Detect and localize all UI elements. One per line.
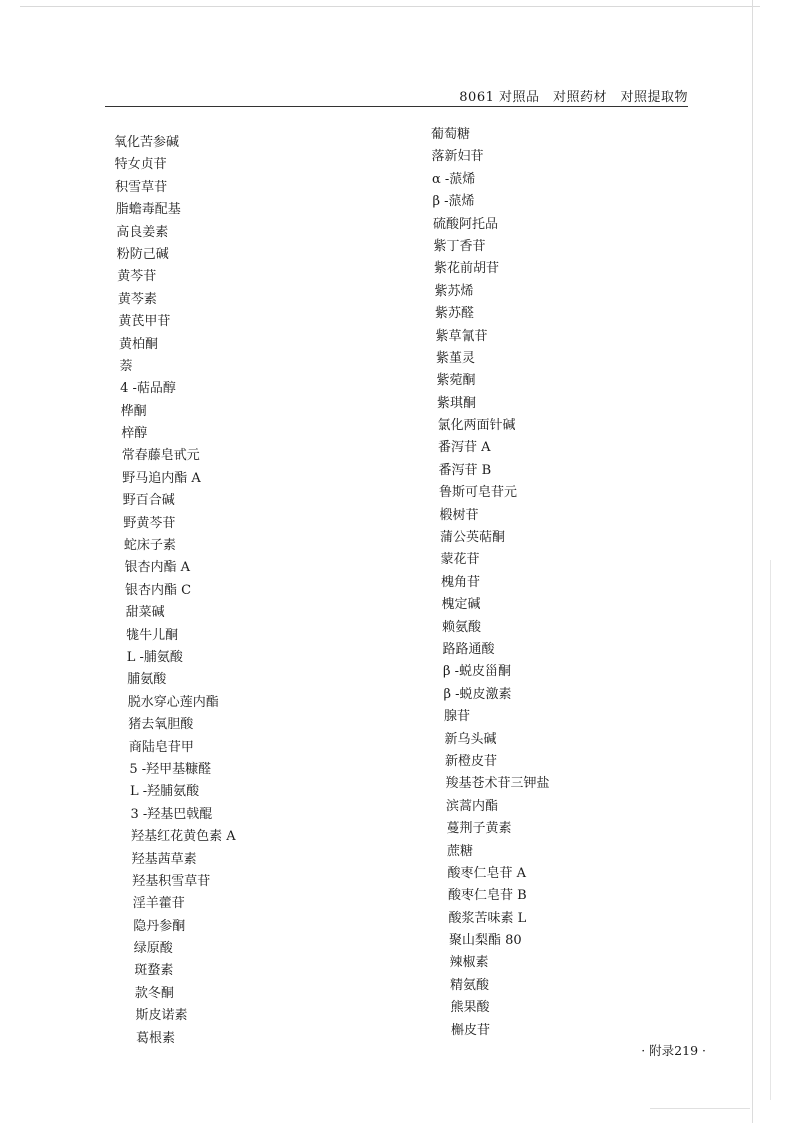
compound-entry: 斑蝥素 [134, 963, 174, 979]
compound-entry: 萘 [119, 358, 133, 374]
compound-entry: 羟基积雪草苷 [132, 873, 211, 889]
compound-entry: 酸枣仁皂苷 B [448, 888, 527, 904]
compound-entry: 脯氨酸 [127, 672, 167, 688]
compound-entry: 蔓荆子黄素 [446, 821, 512, 837]
compound-entry: 椴树苷 [439, 507, 479, 523]
compound-entry: 蔗糖 [447, 843, 474, 859]
compound-entry: 羧基苍术苷三钾盐 [445, 776, 550, 792]
compound-entry: 粉防己碱 [116, 246, 169, 262]
compound-entry: 滨蒿内酯 [446, 798, 499, 814]
compound-entry: 3 -羟基巴戟醌 [130, 806, 213, 822]
compound-entry: 野马追内酯 A [122, 470, 201, 486]
compound-entry: 黄柏酮 [119, 336, 159, 352]
compound-entry: 常春藤皂甙元 [121, 448, 200, 464]
compound-entry: 野百合碱 [122, 493, 175, 509]
page-number: · 附录219 · [641, 1043, 706, 1058]
compound-entry: 银杏内酯 A [124, 560, 191, 576]
compound-entry: 绿原酸 [133, 941, 173, 957]
compound-entry: 黄芪甲苷 [118, 314, 171, 330]
compound-entry: 赖氨酸 [442, 619, 482, 635]
compound-entry: 紫草氰苷 [435, 328, 488, 344]
compound-entry: 蒙花苷 [440, 552, 480, 568]
compound-entry: 紫堇灵 [436, 350, 476, 366]
compound-entry: 高良姜素 [116, 224, 169, 240]
compound-entry: 脱水穿心莲内酯 [127, 694, 219, 710]
compound-entry: 羟基红花黄色素 A [131, 829, 236, 845]
compound-entry: 紫丁香苷 [433, 238, 486, 254]
compound-entry: 蒲公英萜酮 [440, 530, 506, 546]
compound-entry: 桦酮 [120, 403, 147, 419]
compound-entry: 紫菀酮 [436, 373, 476, 389]
compound-entry: 番泻苷 A [438, 440, 491, 456]
compound-entry: 槐角苷 [441, 574, 481, 590]
left-column-list [114, 132, 394, 1050]
compound-entry: 款冬酮 [134, 985, 174, 1001]
compound-entry: 猪去氧胆酸 [128, 717, 194, 733]
compound-entry: 斯皮诺素 [135, 1008, 188, 1024]
compound-entry: 隐丹参酮 [133, 918, 186, 934]
compound-entry: 紫苏烯 [434, 283, 474, 299]
compound-entry: 紫苏醛 [435, 306, 475, 322]
compound-entry: 酸浆苦味素 L [448, 910, 527, 926]
compound-entry: 黄芩苷 [117, 269, 157, 285]
compound-entry: 蛇床子素 [123, 538, 176, 554]
scan-edge-top [20, 6, 760, 7]
compound-entry: 紫花前胡苷 [434, 261, 500, 277]
compound-entry: 积雪草苷 [115, 179, 168, 195]
compound-entry: 淫羊藿苷 [132, 896, 185, 912]
compound-entry: 鲁斯可皂苷元 [439, 485, 518, 501]
compound-entry: 葡萄糖 [431, 127, 471, 142]
compound-entry: 特女贞苷 [114, 157, 167, 173]
compound-entry: 紫琪酮 [437, 395, 477, 411]
compound-entry: 槐定碱 [441, 597, 481, 613]
compound-entry: 黄芩素 [117, 291, 157, 307]
compound-entry: 氯化两面针碱 [437, 418, 516, 434]
compound-entry: β -蜕皮甾酮 [443, 664, 512, 680]
right-column-list [431, 124, 711, 1042]
compound-entry: 氧化苦参碱 [114, 135, 180, 150]
compound-entry: 4 -萜品醇 [120, 381, 176, 397]
header-rule [105, 106, 688, 107]
compound-entry: 腺苷 [444, 709, 471, 725]
compound-entry: 新乌头碱 [444, 731, 497, 747]
compound-entry: 野黄芩苷 [123, 515, 176, 531]
compound-entry: 酸枣仁皂苷 A [447, 865, 527, 881]
compound-entry: 梓醇 [121, 426, 148, 442]
compound-entry: 番泻苷 B [438, 462, 492, 478]
scan-edge-right-inner [770, 560, 771, 1100]
compound-entry: 银杏内酯 C [125, 582, 192, 598]
compound-entry: β -蜕皮激素 [443, 686, 512, 702]
running-head: 8061 对照品 对照药材 对照提取物 [459, 90, 688, 105]
compound-entry: 新橙皮苷 [445, 753, 498, 769]
compound-entry: 5 -羟甲基糠醛 [129, 761, 212, 777]
scan-edge-bottom [650, 1108, 750, 1109]
compound-entry: 槲皮苷 [451, 1022, 491, 1038]
compound-entry: 落新妇苷 [431, 149, 484, 165]
compound-entry: 羟基茜草素 [131, 851, 197, 867]
compound-entry: 熊果酸 [450, 1000, 490, 1016]
compound-entry: 葛根素 [136, 1030, 176, 1046]
compound-entry: 辣椒素 [449, 955, 489, 971]
compound-entry: L -脯氨酸 [126, 649, 183, 665]
scan-edge-right [752, 0, 753, 1123]
compound-entry: 聚山梨酯 80 [449, 933, 522, 949]
compound-entry: β -蒎烯 [432, 194, 475, 210]
compound-entry: 牻牛儿酮 [126, 627, 179, 643]
compound-entry: L -羟脯氨酸 [130, 784, 200, 800]
compound-entry: 精氨酸 [450, 977, 490, 993]
compound-entry: α -蒎烯 [432, 171, 476, 187]
compound-entry: 脂蟾毒配基 [115, 202, 181, 218]
compound-entry: 硫酸阿托品 [433, 216, 499, 232]
compound-entry: 甜菜碱 [125, 605, 165, 621]
compound-entry: 商陆皂苷甲 [128, 739, 194, 755]
compound-entry: 路路通酸 [442, 641, 495, 657]
